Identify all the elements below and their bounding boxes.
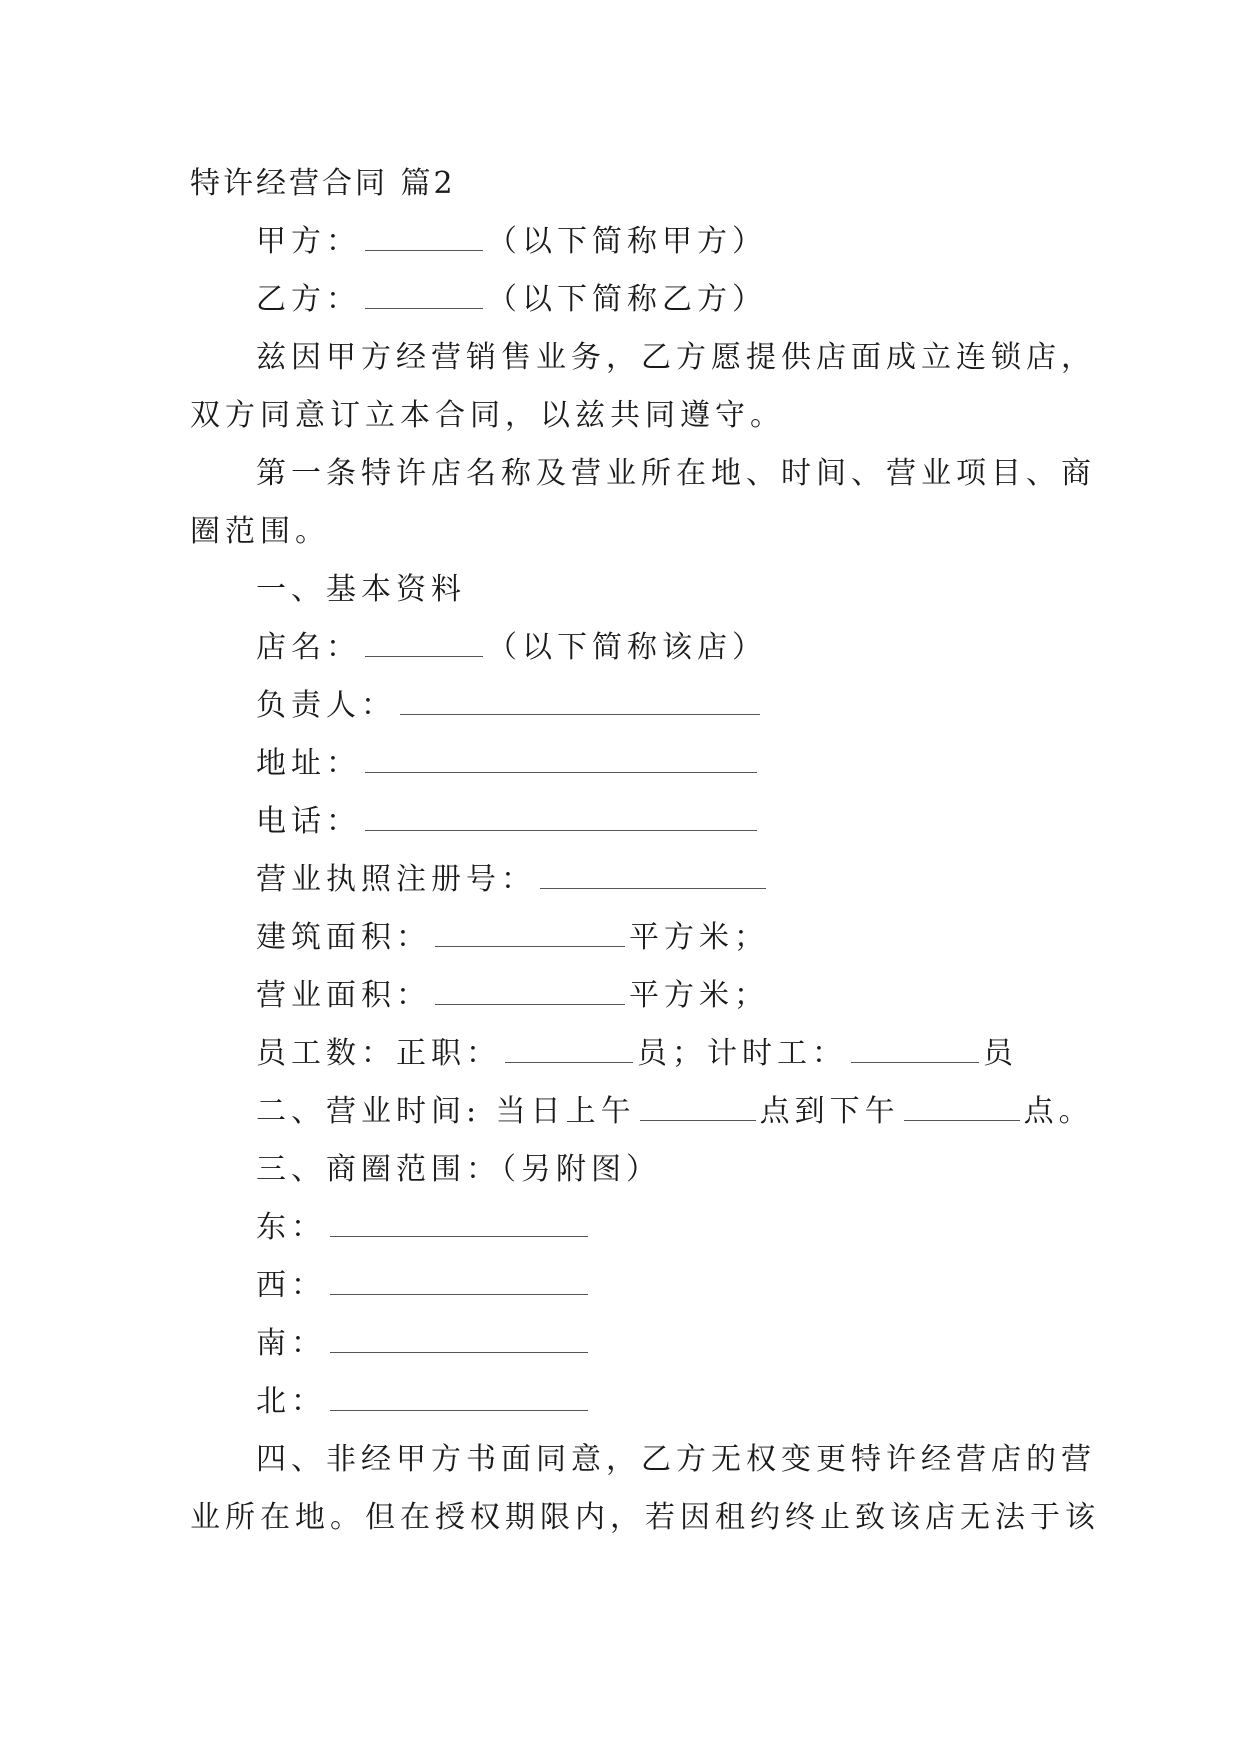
license-line xyxy=(256,860,770,900)
hours-label: 二、营业时间: 当日上午 xyxy=(256,1094,636,1129)
business-area-line xyxy=(256,976,769,1016)
section1-heading: 一、基本资料 xyxy=(256,572,466,607)
east-blank xyxy=(330,1210,588,1237)
address-blank xyxy=(365,746,757,773)
article4-line-1: 四、非经甲方书面同意，乙方无权变更特许经营店的营 xyxy=(256,1442,1096,1477)
phone-blank xyxy=(365,804,757,831)
building-area-blank xyxy=(435,920,625,947)
hours-start-blank xyxy=(640,1094,756,1121)
building-area-label: 建筑面积： xyxy=(256,920,431,955)
license-blank xyxy=(540,862,766,889)
east-line xyxy=(256,1208,592,1248)
party-a-suffix: （以下简称甲方） xyxy=(487,224,767,259)
party-b-line xyxy=(256,280,767,320)
address-label: 地址： xyxy=(256,746,361,781)
south-line xyxy=(256,1324,592,1364)
store-name-blank xyxy=(365,630,483,657)
building-area-unit: 平方米； xyxy=(629,920,769,955)
intro-line-1: 兹因甲方经营销售业务，乙方愿提供店面成立连锁店， xyxy=(256,340,1096,375)
article1-line-1: 第一条特许店名称及营业所在地、时间、营业项目、商 xyxy=(256,456,1096,491)
manager-label: 负责人： xyxy=(256,688,396,723)
south-label: 南： xyxy=(256,1326,326,1361)
east-label: 东： xyxy=(256,1210,326,1245)
store-name-suffix: （以下简称该店） xyxy=(487,630,767,665)
west-line xyxy=(256,1266,592,1306)
address-line xyxy=(256,744,761,784)
party-a-label: 甲方： xyxy=(256,224,361,259)
west-label: 西： xyxy=(256,1268,326,1303)
north-line xyxy=(256,1382,592,1422)
staff-fulltime-blank xyxy=(505,1036,633,1063)
article4-line-2: 业所在地。但在授权期限内，若因租约终止致该店无法于该 xyxy=(190,1500,1100,1535)
hours-mid: 点到下午 xyxy=(759,1094,900,1129)
party-b-label: 乙方： xyxy=(256,282,361,317)
staff-unit-2: 员 xyxy=(983,1036,1018,1071)
north-blank xyxy=(330,1384,588,1411)
south-blank xyxy=(330,1326,588,1353)
party-a-line xyxy=(256,222,767,262)
business-area-label: 营业面积： xyxy=(256,978,431,1013)
staff-label: 员工数：正职： xyxy=(256,1036,501,1071)
store-name-label: 店名： xyxy=(256,630,361,665)
manager-blank xyxy=(400,688,760,715)
business-area-blank xyxy=(435,978,625,1005)
business-area-unit: 平方米； xyxy=(629,978,769,1013)
license-label: 营业执照注册号： xyxy=(256,862,536,897)
staff-hourly-blank xyxy=(851,1036,979,1063)
north-label: 北： xyxy=(256,1384,326,1419)
manager-line xyxy=(256,686,764,726)
party-b-suffix: （以下简称乙方） xyxy=(487,282,767,317)
document-title: 特许经营合同 篇2 xyxy=(190,166,456,201)
party-b-blank xyxy=(365,282,483,309)
party-a-blank xyxy=(365,224,483,251)
store-name-line xyxy=(256,628,767,668)
intro-line-2: 双方同意订立本合同，以兹共同遵守。 xyxy=(190,398,785,433)
staff-unit-1: 员；计时工： xyxy=(637,1036,847,1071)
west-blank xyxy=(330,1268,588,1295)
hours-end: 点。 xyxy=(1023,1094,1094,1129)
hours-line xyxy=(256,1092,1094,1132)
phone-line xyxy=(256,802,761,842)
building-area-line xyxy=(256,918,769,958)
phone-label: 电话： xyxy=(256,804,361,839)
article1-line-2: 圈范围。 xyxy=(190,514,330,549)
staff-line xyxy=(256,1034,1018,1074)
hours-end-blank xyxy=(904,1094,1020,1121)
area-heading: 三、商圈范围：（另附图） xyxy=(256,1152,661,1187)
